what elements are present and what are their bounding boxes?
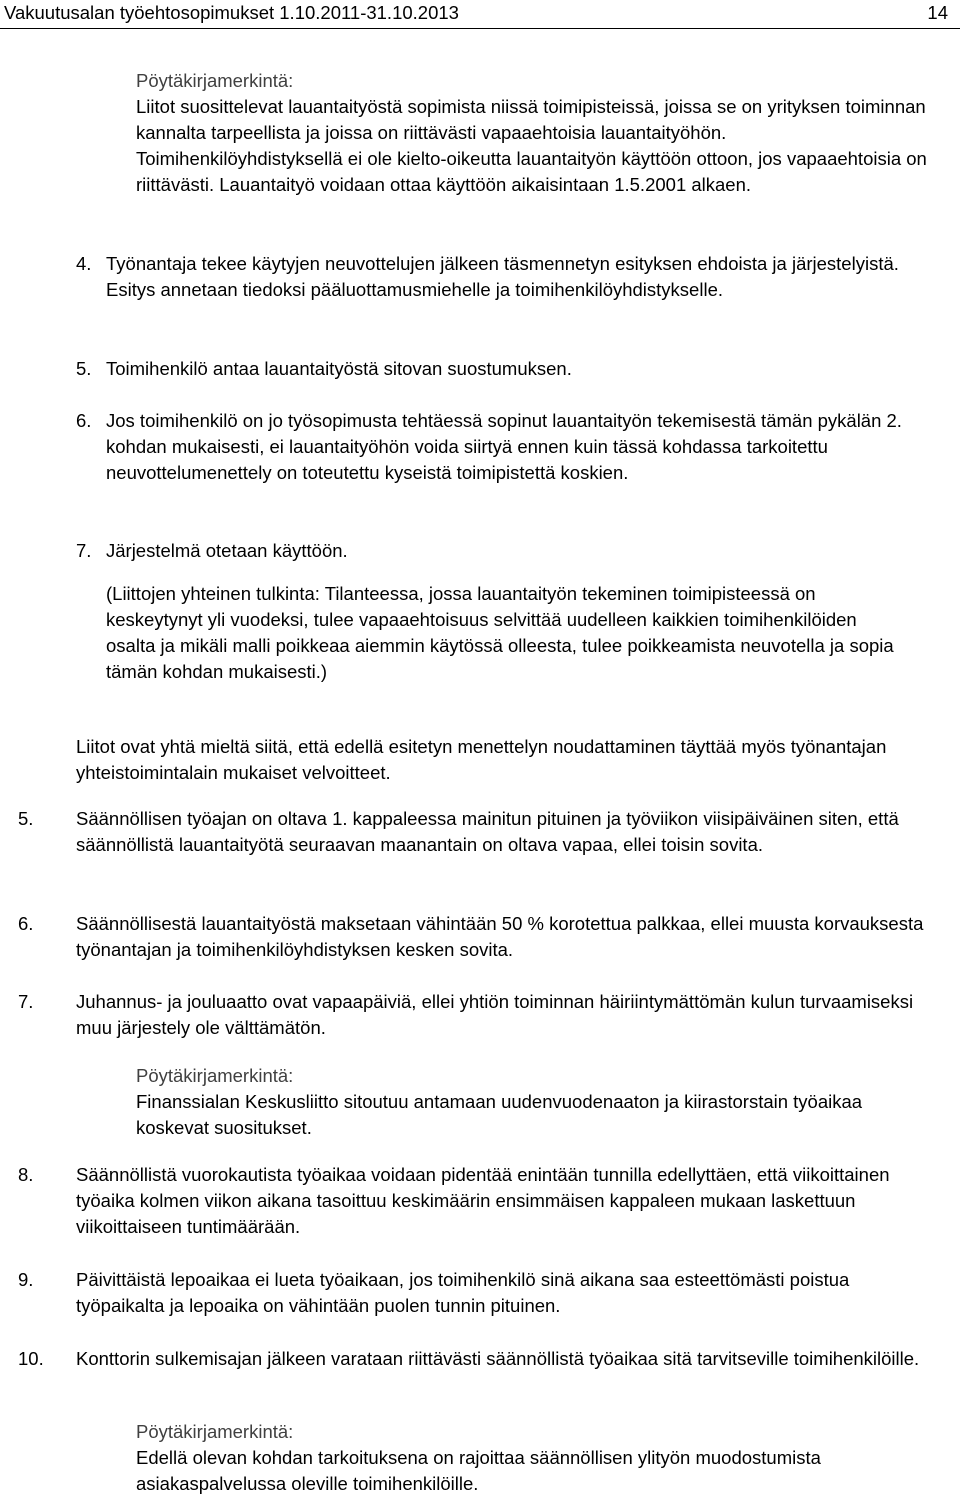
sub-item-5-number: 5. <box>76 358 92 379</box>
item-5-number: 5. <box>18 808 34 829</box>
sub-item-5-text: Toimihenkilö antaa lauantaityöstä sitovan suostumuksen. <box>106 358 572 379</box>
page-number: 14 <box>927 2 948 23</box>
document-title: Vakuutusalan työehtosopimukset 1.10.2011-31.10.2013 <box>4 2 459 23</box>
item-6-text: Säännöllisestä lauantaityöstä maksetaan vähintään 50 % korotettua palkkaa, ellei muusta korvauksesta työnantajan ja toimihenkilöyhdistyksen kesken sovita. <box>76 913 924 960</box>
note-1 <box>136 68 936 198</box>
sub-item-6-text: Jos toimihenkilö on jo työsopimusta tehtäessä sopinut lauantaityön tekemisestä tämän pykälän 2. kohdan mukaisesti, ei lauantaityöhön voida siirtyä ennen kuin tässä kohdassa tarkoitettu neuvottelumenettely on toteutettu kyseistä toimipistettä koskien. <box>106 410 902 483</box>
item-7-text: Juhannus- ja jouluaatto ovat vapaapäiviä, ellei yhtiön toiminnan häiriintymättömän kulun turvaamiseksi muu järjestely ole välttämätön. <box>76 991 914 1038</box>
sub-item-6-number: 6. <box>76 410 92 431</box>
item-7-number: 7. <box>18 991 34 1012</box>
item-9-number: 9. <box>18 1269 34 1290</box>
note-1-label: Pöytäkirjamerkintä: <box>136 70 294 91</box>
agreement-paragraph: Liitot ovat yhtä mieltä siitä, että edellä esitetyn menettelyn noudattaminen täyttää myös työnantajan yhteistoimintalain mukaiset velvoitteet. <box>76 736 887 783</box>
note-2-label: Pöytäkirjamerkintä: <box>136 1065 294 1086</box>
page-header <box>0 0 960 29</box>
note-3-text: Edellä olevan kohdan tarkoituksena on rajoittaa säännöllisen ylityön muodostumista asiakaspalvelussa oleville toimihenkilöille. <box>136 1447 821 1494</box>
sub-item-4-number: 4. <box>76 253 92 274</box>
item-10-text: Konttorin sulkemisajan jälkeen varataan riittävästi säännöllistä työaikaa sitä tarvitseville toimihenkilöille. <box>76 1348 920 1369</box>
note-2 <box>136 1063 916 1141</box>
sub-item-7-number: 7. <box>76 540 92 561</box>
note-3 <box>136 1419 916 1497</box>
item-6-number: 6. <box>18 913 34 934</box>
note-2-text: Finanssialan Keskusliitto sitoutuu antamaan uudenvuodenaaton ja kiirastorstain työaikaa koskevat suositukset. <box>136 1091 863 1138</box>
joint-interpretation: (Liittojen yhteinen tulkinta: Tilanteessa, jossa lauantaityön tekeminen toimipisteessä on keskeytynyt yli vuodeksi, tulee vapaaehtoisuus selvittää uudelleen kaikkien toimihenkilöiden osalta ja mikäli malli poikkeaa aiemmin käytössä olleesta, tulee poikkeamista neuvotella ja sopia tämän kohdan mukaisesti.) <box>106 583 894 682</box>
note-3-label: Pöytäkirjamerkintä: <box>136 1421 294 1442</box>
item-8-number: 8. <box>18 1164 34 1185</box>
note-1-text: Liitot suosittelevat lauantaityöstä sopimista niissä toimipisteissä, joissa se on yrityksen toiminnan kannalta tarpeellista ja joissa on riittävästi vapaaehtoisia lauantaityöhön. Toimihenkilöyhdistyksellä ei ole kielto-oikeutta lauantaityön käyttöön ottoon, jos vapaaehtoisia on riittävästi. Lauantaityö voidaan ottaa käyttöön aikaisintaan 1.5.2001 alkaen. <box>136 96 927 195</box>
sub-item-4-text: Työnantaja tekee käytyjen neuvottelujen jälkeen täsmennetyn esityksen ehdoista ja järjestelyistä. Esitys annetaan tiedoksi pääluottamusmiehelle ja toimihenkilöyhdistykselle. <box>106 253 899 300</box>
item-5-text: Säännöllisen työajan on oltava 1. kappaleessa mainitun pituinen ja työviikon viisipäiväinen siten, että säännöllistä lauantaityötä seuraavan maanantain on oltava vapaa, ellei toisin sovita. <box>76 808 899 855</box>
item-9-text: Päivittäistä lepoaikaa ei lueta työaikaan, jos toimihenkilö sinä aikana saa esteettömästi poistua työpaikalta ja lepoaika on vähintään puolen tunnin pituinen. <box>76 1269 850 1316</box>
sub-item-7-text: Järjestelmä otetaan käyttöön. <box>106 540 348 561</box>
item-10-number: 10. <box>18 1348 44 1369</box>
item-8-text: Säännöllistä vuorokautista työaikaa voidaan pidentää enintään tunnilla edellyttäen, että viikoittainen työaika kolmen viikon aikana tasoittuu keskimäärin ensimmäisen kappaleen mukaan laskettuun viikoittaiseen tuntimäärään. <box>76 1164 890 1237</box>
